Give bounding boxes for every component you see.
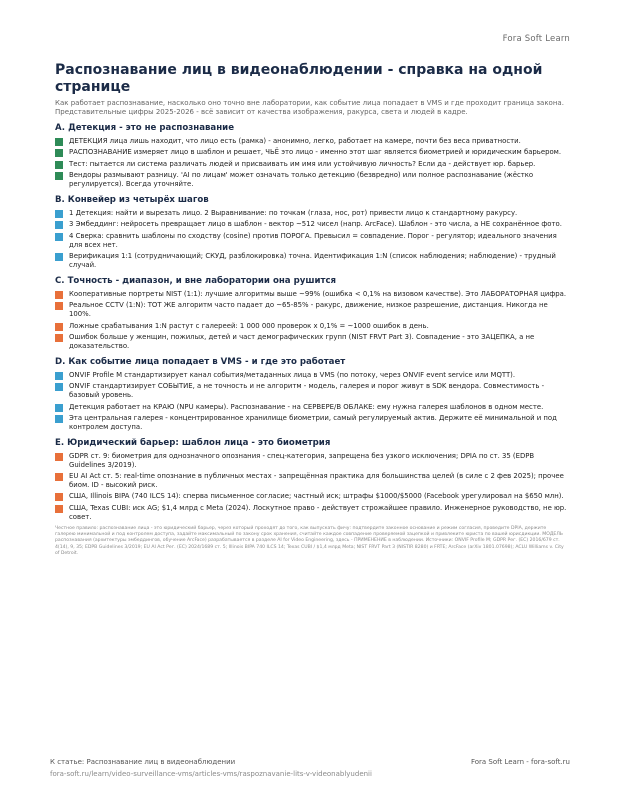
list-item bbox=[55, 492, 567, 501]
bullet-square-icon bbox=[55, 473, 63, 481]
list-item bbox=[55, 333, 567, 351]
list-item bbox=[55, 504, 567, 522]
bullet-square-icon bbox=[55, 493, 63, 501]
list-item bbox=[55, 414, 567, 432]
list-item bbox=[55, 322, 567, 331]
section bbox=[55, 357, 567, 432]
list-item-text: Детекция работает на КРАЮ (NPU камеры). Распознавание - на СЕРВЕРЕ/В ОБЛАКЕ: ему нужна галерея шаблонов в одном месте. bbox=[69, 402, 544, 411]
page-subtitle: Как работает распознавание, насколько оно точно вне лаборатории, как событие лица попадает в VMS и где проходит граница закона. Представительные цифры 2025-2026 - всё зависит от качества изображения, ракурса, света и людей в кадре. bbox=[55, 99, 564, 116]
bullet-square-icon bbox=[55, 291, 63, 299]
list-item-text: GDPR ст. 9: биометрия для однозначного опознания - спец-категория, запрещена без узкого исключения; DPIA по ст. 35 (EDPB Guidelines 3/2019). bbox=[69, 451, 535, 469]
list-item bbox=[55, 137, 567, 146]
section bbox=[55, 123, 567, 189]
list-item bbox=[55, 472, 567, 490]
list-item bbox=[55, 220, 567, 229]
bullet-square-icon bbox=[55, 302, 63, 310]
footer-url: fora-soft.ru/learn/video-surveillance-vms/articles-vms/raspoznavanie-lits-v-videonablyudenii bbox=[50, 770, 372, 778]
bullet-square-icon bbox=[55, 383, 63, 391]
bullet-square-icon bbox=[55, 221, 63, 229]
list-item-text: Ошибок больше у женщин, пожилых, детей и част демографических групп (NIST FRVT Part 3). Совпадение - это ЗАЦЕПКА, а не доказательство. bbox=[69, 333, 535, 350]
list-item-text: ONVIF стандартизирует СОБЫТИЕ, а не точность и не алгоритм - модель, галерея и порог живут в SDK вендора. Совместимость - базовый уровень. bbox=[69, 382, 545, 400]
page-title: Распознавание лиц в видеонаблюдении - справка на одной странице bbox=[55, 62, 543, 95]
list-item-text: Верификация 1:1 (сотрудничающий; СКУД, разблокировка) точна. Идентификация 1:N (список наблюдения; наблюдение) - трудный случай. bbox=[69, 252, 556, 270]
bullet-square-icon bbox=[55, 172, 63, 180]
list-item bbox=[55, 371, 567, 380]
list-item bbox=[55, 301, 567, 319]
bullet-square-icon bbox=[55, 161, 63, 169]
section-title: D. Как событие лица попадает в VMS - и где это работает bbox=[55, 356, 346, 367]
bullet-square-icon bbox=[55, 372, 63, 380]
list-item bbox=[55, 252, 567, 270]
footnote: Честное правило: распознавание лица - это юридический барьер, через который проходят до того, как выпускать фичу: подтвердите законное основание и режим согласия, проведите DPIA, держите галерею минимальной и под контролем доступа, задайте максимальный по закону срок хранения, считайте каждое совпадение проверяемой зацепкой и привлеките юриста по вашей юрисдикции. МОДЕЛЬ распознавания (архитектуры эмбеддингов, обучение ArcFace) разрабатывается в разделе AI for Video Engineering, здесь - ПРИМЕНЕНИЕ в наблюдении. Источники: ONVIF Profile M; GDPR Рег. (ЕС) 2016/679 ст. 4(14), 9, 35; EDPB Guidelines 3/2019; EU AI Act Рег. (ЕС) 2024/1689 ст. 5; Illinois BIPA 740 ILCS 14; Texas CUBI / $1,4 млрд Meta; NIST FRVT Part 3 (NISTIR 8280) и FRTE; ArcFace (arXiv 1801.07698); ACLU Williams v. City of Detroit. bbox=[55, 525, 564, 556]
list-item bbox=[55, 403, 567, 412]
list-item-text: 3 Эмбеддинг: нейросеть превращает лицо в шаблон - вектор ~512 чисел (напр. ArcFace). Шаблон - это числа, а НЕ сохранённое фото. bbox=[69, 220, 562, 229]
bullet-square-icon bbox=[55, 253, 63, 261]
list-item-text: EU AI Act ст. 5: real-time опознание в публичных местах - запрещённая практика для большинства целей (в силе с 2 фев 2025); прочее биом. ID - высокий риск. bbox=[69, 472, 564, 490]
list-item-text: ДЕТЕКЦИЯ лица лишь находит, что лицо есть (рамка) - анонимно, легко, работает на камере, почти без веса приватности. bbox=[69, 137, 521, 145]
bullet-square-icon bbox=[55, 415, 63, 423]
list-item bbox=[55, 382, 567, 400]
list-item-text: Тест: пытается ли система различать людей и присваивать им имя или устойчивую личность? Если да - действует юр. барьер. bbox=[69, 159, 536, 168]
bullet-square-icon bbox=[55, 149, 63, 157]
section-title: E. Юридический барьер: шаблон лица - это биометрия bbox=[55, 437, 331, 448]
list-item bbox=[55, 209, 567, 218]
footer-article-link: К статье: Распознавание лиц в видеонаблюдении bbox=[50, 758, 236, 766]
bullet-square-icon bbox=[55, 453, 63, 461]
page-footer bbox=[50, 757, 570, 779]
list-item-text: 1 Детекция: найти и вырезать лицо. 2 Выравнивание: по точкам (глаза, нос, рот) привести лицо к стандартному ракурсу. bbox=[69, 209, 518, 218]
bullet-square-icon bbox=[55, 334, 63, 342]
list-item-text: Ложные срабатывания 1:N растут с галереей: 1 000 000 проверок х 0,1% = ~1000 ошибок в день. bbox=[69, 321, 429, 330]
list-item bbox=[55, 148, 567, 157]
list-item-text: Вендоры размывают разницу. 'AI по лицам' может означать только детекцию (безвредно) или полное распознавание (жёстко регулируется). Всегда уточняйте. bbox=[69, 171, 534, 189]
list-item bbox=[55, 232, 567, 250]
list-item-text: США, Texas CUBI: иск AG; $1,4 млрд с Meta (2024). Лоскутное право - действует строжайшее правило. Инженерное руководство, не юр. совет. bbox=[69, 503, 567, 521]
list-item-text: США, Illinois BIPA (740 ILCS 14): сперва письменное согласие; частный иск; штрафы $1000/$5000 (Facebook урегулировал на $650 млн). bbox=[69, 492, 564, 501]
list-item-text: Эта центральная галерея - концентрированное хранилище биометрии, самый регулируемый актив. Держите её минимальной и под контролем доступа. bbox=[69, 414, 557, 431]
section bbox=[55, 438, 567, 522]
list-item bbox=[55, 171, 567, 189]
list-item-text: РАСПОЗНАВАНИЕ измеряет лицо в шаблон и решает, ЧЬЁ это лицо - именно этот шаг является биометрией и юридическим барьером. bbox=[69, 148, 562, 157]
list-item-text: Кооперативные портреты NIST (1:1): лучшие алгоритмы выше ~99% (ошибка < 0,1% на визовом качестве). Это ЛАБОРАТОРНАЯ цифра. bbox=[69, 289, 567, 298]
section-title: A. Детекция - это не распознавание bbox=[55, 123, 235, 133]
section bbox=[55, 276, 567, 351]
section-title: B. Конвейер из четырёх шагов bbox=[55, 195, 209, 206]
list-item-text: 4 Сверка: сравнить шаблоны по сходству (cosine) против ПОРОГА. Превысил = совпадение. Порог - регулятор; идеального значения для всех нет. bbox=[69, 231, 557, 249]
bullet-square-icon bbox=[55, 233, 63, 241]
list-item-text: ONVIF Profile M стандартизирует канал события/метаданных лица в VMS (по потоку, через ONVIF event service или MQTT). bbox=[69, 370, 516, 379]
section bbox=[55, 195, 567, 270]
bullet-square-icon bbox=[55, 404, 63, 412]
bullet-square-icon bbox=[55, 210, 63, 218]
brand-label: Fora Soft Learn bbox=[502, 34, 570, 44]
list-item bbox=[55, 290, 567, 299]
sections-container bbox=[55, 123, 567, 522]
bullet-square-icon bbox=[55, 138, 63, 146]
bullet-square-icon bbox=[55, 505, 63, 513]
list-item-text: Реальное CCTV (1:N): ТОТ ЖЕ алгоритм часто падает до ~65-85% - ракурс, движение, низкое разрешение, дистанция. Никогда не 100%. bbox=[69, 301, 548, 319]
list-item bbox=[55, 452, 567, 470]
section-title: C. Точность - диапазон, и вне лаборатории она рушится bbox=[55, 275, 337, 286]
document-body bbox=[55, 62, 567, 562]
list-item bbox=[55, 160, 567, 169]
bullet-square-icon bbox=[55, 323, 63, 331]
footer-site: Fora Soft Learn - fora-soft.ru bbox=[470, 758, 570, 766]
